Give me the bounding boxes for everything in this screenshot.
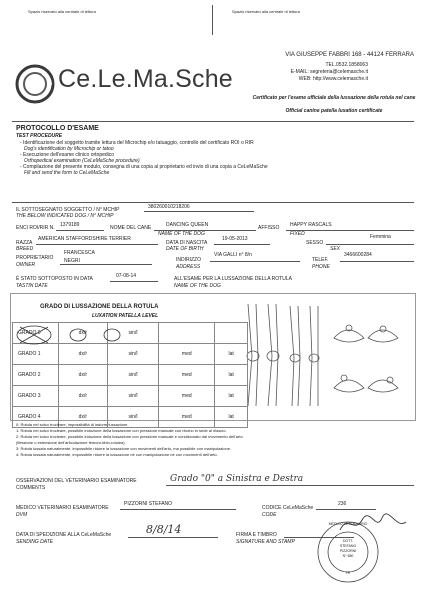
protocol-item-3-en: Fill and send the form to CeLeMaSche (24, 170, 110, 176)
owner-first-value: FRANCESCA (64, 250, 95, 256)
dog-name-label-en: NAME OF THE DOG (158, 231, 205, 237)
address-value: VIA GALLI n° 8/n (214, 252, 252, 258)
stamp-name1: DOTT. (342, 539, 354, 543)
grade-3-dx-text: dx/r (78, 393, 88, 399)
sign-label-en: SIGNATURE AND STAMP (236, 539, 295, 545)
sex-underline (326, 244, 414, 245)
obs-label: OSSERVAZIONI DEL VETERINARIO ESAMINATORE (16, 478, 137, 484)
grade-2-text: GRADO 2 (18, 372, 41, 378)
exam-date-value: 07-08-14 (116, 273, 137, 279)
grade-4-text: GRADO 4 (18, 414, 41, 420)
send-label: DATA DI SPEDIZIONE ALLA CeLeMaSche (16, 532, 112, 538)
birth-value: 19-05-2013 (222, 236, 248, 242)
grade-4-med-text: med (181, 414, 192, 420)
left-reserved-note: Spazio riservato alla centrale di lettura (28, 9, 96, 14)
birth-underline (214, 244, 270, 245)
legend-1: 1: Rotula nel solco trocleare, possibile induzione della lussazione con pressione manuale con ritorno in sede al rilascio. (16, 428, 227, 433)
grade-1-dx-text: dx/r (78, 351, 88, 357)
sex-label-en: SEX (330, 246, 341, 252)
telephone: TEL.0532.1858063 (325, 62, 368, 68)
breed-label-en: BREED (16, 246, 34, 252)
enci-underline (56, 230, 104, 231)
dog-name-value: DANCING QUEEN (166, 222, 209, 228)
grade-3-sin[interactable] (107, 386, 159, 407)
grade-3-label (13, 386, 59, 407)
grade-1-med-text: med (181, 351, 192, 357)
legend-3: 3: Rotula lussata naturalmente, impossibile ridurre la lussazione con movimenti dell'arto, ma possibile con manipolazione. (16, 446, 232, 451)
code-label: CODICE CeLeMaSche (262, 505, 314, 511)
protocol-item-2: - Esecuzione dell'esame clinico ortopedico (20, 152, 115, 158)
top-divider (212, 5, 213, 35)
protocol-item-1: - Identificazione del soggetto tramite lettura del Microchip e/o tatuaggio, controllo del certificato ROI o RIR (20, 140, 254, 146)
owner-label-en: OWNER (16, 262, 36, 268)
grade-4-dx-text: dx/r (78, 414, 88, 420)
grade-1-lat-text: lat (228, 351, 234, 357)
exam-label: ALL'ESAME PER LA LUSSAZIONE DELLA ROTULA (174, 276, 292, 282)
email: E-MAIL: segreteria@celemasche.it (290, 69, 368, 75)
mchip-underline (144, 211, 254, 212)
protocol-item-1-en: Dog's identification by Microchip or tatoo (24, 146, 114, 152)
stamp-name3: PIZZORNI (339, 549, 357, 553)
breed-label: RAZZA (16, 240, 33, 246)
grade-3-lat-text: lat (228, 393, 234, 399)
address-label: INDIRIZZO (176, 257, 201, 263)
sex-value: Femmina (370, 234, 391, 240)
grade-1-text: GRADO 1 (18, 351, 41, 357)
grade-title: GRADO DI LUSSAZIONE DELLA ROTULA (40, 304, 159, 310)
grade-4-lat-text: lat (228, 414, 234, 420)
grade-2-med[interactable] (159, 365, 215, 386)
grade-1-lat[interactable] (215, 344, 248, 365)
owner-label: PROPRIETARIO (16, 255, 54, 261)
grade-2-lat-text: lat (228, 372, 234, 378)
grade-1-med[interactable] (159, 344, 215, 365)
grade-2-label (13, 365, 59, 386)
send-value: 8/8/14 (146, 523, 182, 536)
legend-0: 0: Rotula nel solco trocleare, impossibilità di indurre lussazione. (16, 422, 129, 427)
affisso-label-en: FIXED (290, 231, 305, 237)
exam-date-label-en: TASTIN DATE (16, 283, 48, 289)
stamp-place: PR (345, 571, 351, 575)
affisso-label: AFFISSO (258, 225, 280, 231)
grade-2-med-text: med (181, 372, 192, 378)
grade-row-1 (13, 344, 248, 365)
phone-label-en: PHONE (312, 264, 330, 270)
grade-3-sin-text: sin/l (128, 393, 138, 399)
affisso-underline (286, 230, 414, 231)
phone-underline (340, 261, 414, 262)
grade-3-lat[interactable] (215, 386, 248, 407)
birth-label-en: DATE OF BIRTH (166, 246, 204, 252)
right-reserved-note: Spazio riservato alla centrale di lettura (232, 9, 300, 14)
breed-underline (36, 244, 158, 245)
exam-date-label: È STATO SOTTOPOSTO IN DATA (16, 276, 93, 282)
logo-tagline (58, 94, 208, 99)
exam-date-underline (110, 281, 158, 282)
grade-title-en: LUXATION PATELLA LEVEL (92, 313, 159, 319)
address-underline (210, 261, 300, 262)
enci-value: 1379189 (60, 222, 80, 228)
grade-2-lat[interactable] (215, 365, 248, 386)
send-underline (128, 537, 218, 538)
medico-label: MEDICO VETERINARIO ESAMINATORE (16, 505, 109, 511)
knee-illustration (238, 296, 414, 418)
affisso-value: HAPPY RASCALS (290, 222, 332, 228)
exam-label-en: NAME OF THE DOG (174, 283, 221, 289)
send-label-en: SENDING DATE (16, 539, 54, 545)
medico-underline (120, 509, 236, 510)
stamp-outer: MEDICO VETERINARIO (328, 522, 368, 526)
stamp-name2: STEFANO (339, 544, 357, 548)
legend-4: 4: Rotula lussata naturalmente, impossibile ridurre la lussazione né con manipolazione né con movimenti dell'arto. (16, 452, 218, 457)
mchip-label: IL SOTTOSEGNATO SOGGETTO / N° MCHIP (16, 207, 120, 213)
grade-0-sin-text: sin/l (128, 330, 138, 336)
obs-label-en: COMMENTS (16, 485, 46, 491)
obs-underline (166, 485, 414, 486)
breed-value: AMERICAN STAFFORDSHIRE TERRIER (38, 236, 131, 242)
website: WEB: http://www.celemasche.it (298, 76, 368, 82)
owner-last-value: NEGRI (64, 258, 80, 264)
enci-label: ENCI ROI/RIR N. (16, 225, 55, 231)
legend-2b: (flessione o estensione dell'articolazione femoro-tibio-rotulea). (16, 440, 126, 445)
medico-value: PIZZORNI STEFANO (124, 501, 173, 507)
legend-2: 2: Rotula nel solco trocleare, possibile induzione della lussazione con pressione manuale e condizionato dal movimento dell'arto (16, 434, 243, 439)
code-label-en: CODE (262, 512, 277, 518)
owner-underline (60, 264, 152, 265)
sign-label: FIRMA E TIMBRO (236, 532, 277, 538)
grade-1-sin-text: sin/l (128, 351, 138, 357)
grade-row-2 (13, 365, 248, 386)
cert-title-it: Certificato per l'esame ufficiale della lussazione della rotula nel cane (252, 95, 416, 101)
grade-3-med[interactable] (159, 386, 215, 407)
grade-4-sin-text: sin/l (128, 414, 138, 420)
phone-label: TELEF. (312, 257, 329, 263)
grade-2-dx[interactable] (59, 365, 108, 386)
dog-name-underline (154, 230, 256, 231)
logo-icon (14, 63, 56, 105)
grade-row-3 (13, 386, 248, 407)
protocol-title: PROTOCOLLO D'ESAME (16, 125, 99, 132)
logo-text: Ce.Le.Ma.Sche (58, 65, 233, 93)
code-value: 236 (338, 501, 347, 507)
dog-name-label: NOME DEL CANE (110, 225, 152, 231)
birth-label: DATA DI NASCITA (166, 240, 208, 246)
grade-3-med-text: med (181, 393, 192, 399)
header-divider (12, 121, 414, 122)
grade-1-sin[interactable] (107, 344, 159, 365)
medico-label-en: DVM (16, 512, 28, 518)
grade-2-sin-text: sin/l (128, 372, 138, 378)
grade-2-dx-text: dx/r (78, 372, 88, 378)
protocol-subtitle: TEST PROCEDURE (16, 133, 63, 139)
code-underline (316, 509, 376, 510)
grade-0-med (159, 323, 215, 344)
address-label-en: ADDRESS (176, 264, 201, 270)
sex-label: SESSO (306, 240, 324, 246)
grade-0-text: GRADO 0 (18, 330, 41, 336)
grade-3-text: GRADO 3 (18, 393, 41, 399)
cert-title-en: Official canine patella luxation certificate (285, 108, 383, 114)
mchip-value: 380260010218206 (148, 204, 190, 210)
stamp-num: N° 580 (342, 554, 354, 558)
protocol-divider (12, 202, 414, 203)
grade-1-label (13, 344, 59, 365)
phone-value: 3466600284 (344, 252, 372, 258)
obs-value: Grado "0" a Sinistra e Destra (170, 474, 304, 484)
grade-0-lat (215, 323, 248, 344)
protocol-item-2-en: Orthopedical examination (CeLeMaSche procedure) (24, 158, 140, 164)
grade-0-dx-text: dx/r (78, 330, 88, 336)
grade-0-marks (12, 324, 122, 346)
grade-1-dx[interactable] (59, 344, 108, 365)
address: VIA GIUSEPPE FABBRI 168 - 44124 FERRARA (285, 52, 414, 58)
grade-3-dx[interactable] (59, 386, 108, 407)
grade-2-sin[interactable] (107, 365, 159, 386)
protocol-item-3: - Compilazione del presente modulo, consegna di una copia al proprietario ed invio di una copia a CeLeMaSche (20, 164, 268, 170)
mchip-label-en: THE BELOW INDICATED DOG / N° MCHIP (16, 213, 114, 219)
